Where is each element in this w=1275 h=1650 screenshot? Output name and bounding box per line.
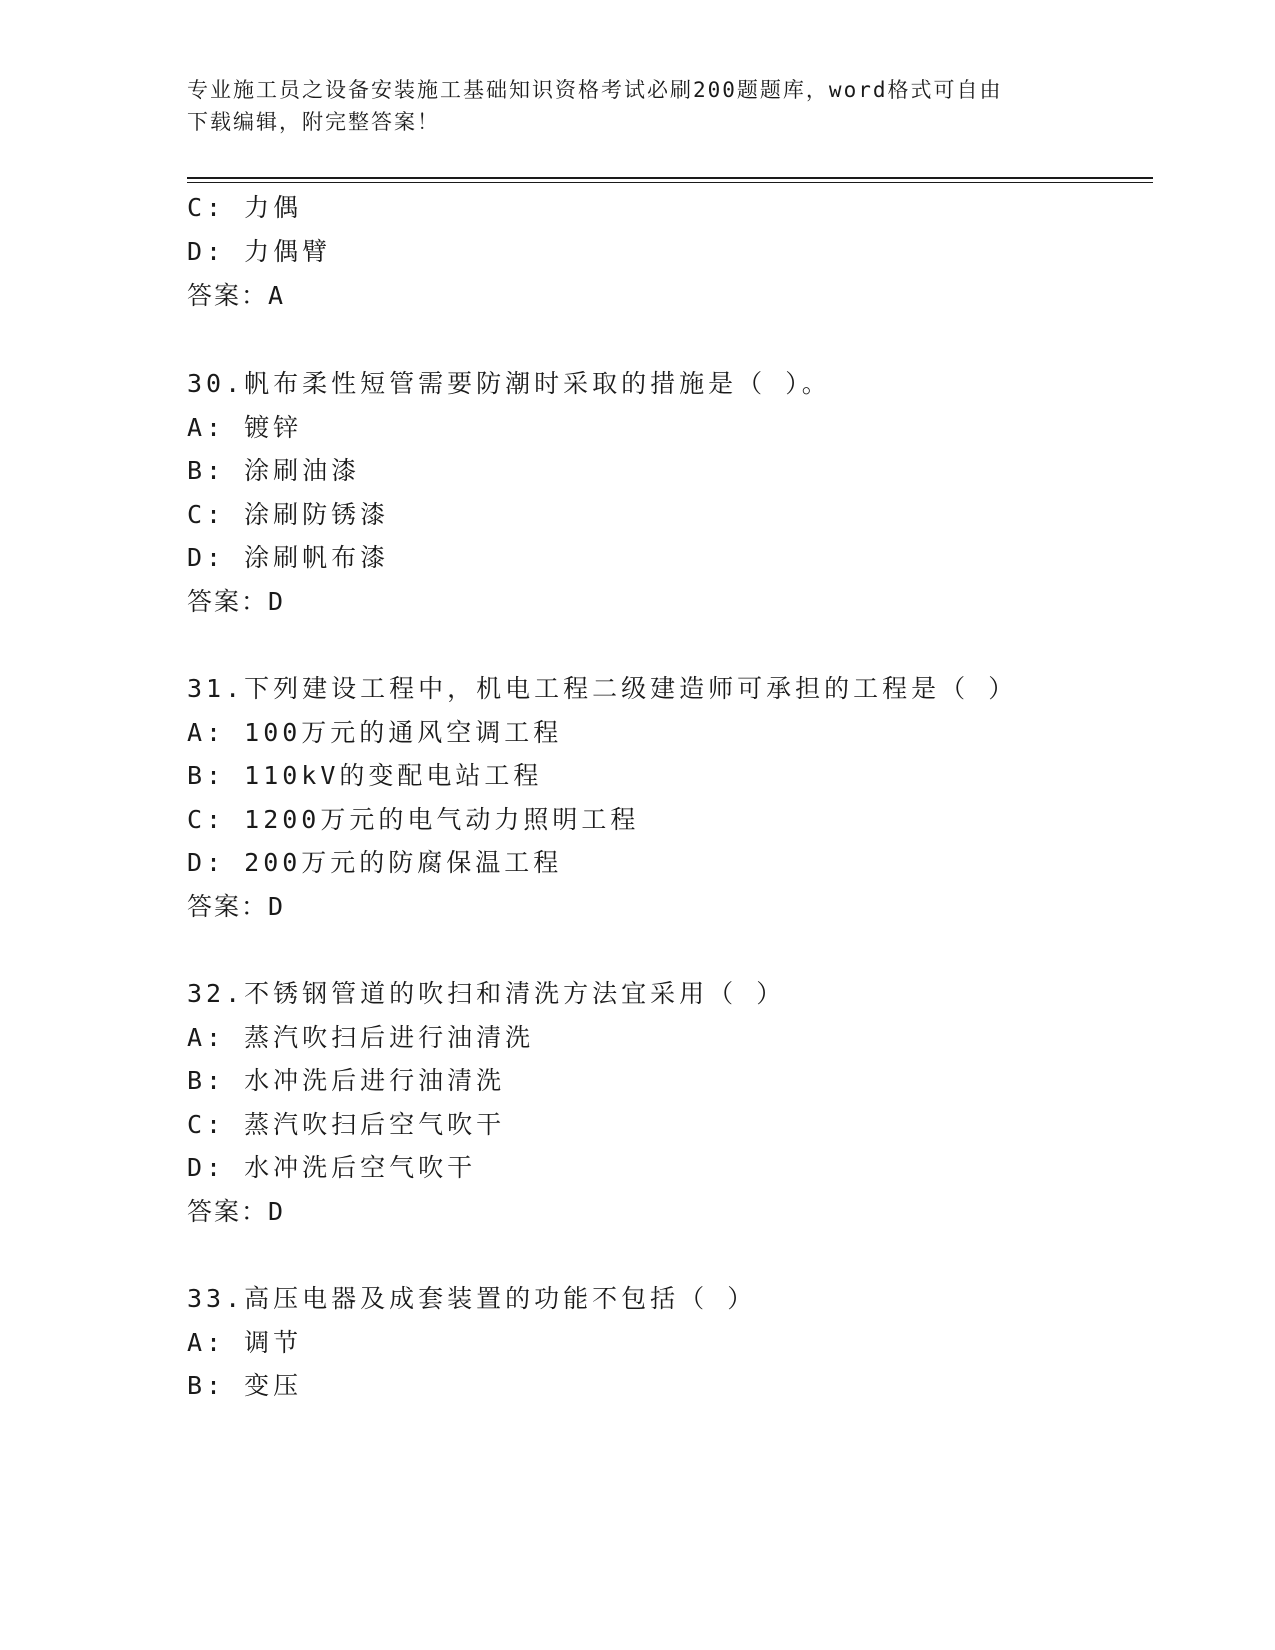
option-d: D: 200万元的防腐保温工程 xyxy=(187,848,563,877)
answer-line: 答案：D xyxy=(187,892,286,921)
option-c: C: 蒸汽吹扫后空气吹干 xyxy=(187,1110,506,1139)
option-b: B: 110kV的变配电站工程 xyxy=(187,761,543,790)
question-stem: 30.帆布柔性短管需要防潮时采取的措施是（ ）。 xyxy=(187,369,831,398)
option-d: D: 涂刷帆布漆 xyxy=(187,543,390,572)
option-c: C: 涂刷防锈漆 xyxy=(187,500,390,529)
question-stem: 31.下列建设工程中，机电工程二级建造师可承担的工程是（ ） xyxy=(187,674,1018,703)
option-d: D: 水冲洗后空气吹干 xyxy=(187,1153,477,1182)
header-divider-thick xyxy=(187,177,1153,179)
option-c: C: 1200万元的电气动力照明工程 xyxy=(187,805,640,834)
option-b: B: 涂刷油漆 xyxy=(187,456,361,485)
answer-line: 答案：D xyxy=(187,587,286,616)
option-a: A: 调节 xyxy=(187,1328,303,1357)
document-header xyxy=(187,74,1067,138)
header-line-2: 下载编辑，附完整答案！ xyxy=(187,110,440,134)
option-c: C: 力偶 xyxy=(187,193,303,222)
answer-line: 答案：D xyxy=(187,1197,286,1226)
answer-line: 答案：A xyxy=(187,281,286,310)
header-line-1: 专业施工员之设备安装施工基础知识资格考试必刷200题题库，word格式可自由 xyxy=(187,78,1003,102)
option-a: A: 100万元的通风空调工程 xyxy=(187,718,563,747)
header-divider-thin xyxy=(187,182,1153,183)
option-d: D: 力偶臂 xyxy=(187,237,332,266)
question-stem: 32.不锈钢管道的吹扫和清洗方法宜采用（ ） xyxy=(187,979,786,1008)
option-b: B: 水冲洗后进行油清洗 xyxy=(187,1066,506,1095)
question-stem: 33.高压电器及成套装置的功能不包括（ ） xyxy=(187,1284,757,1313)
option-a: A: 蒸汽吹扫后进行油清洗 xyxy=(187,1023,535,1052)
option-a: A: 镀锌 xyxy=(187,413,303,442)
option-b: B: 变压 xyxy=(187,1371,303,1400)
